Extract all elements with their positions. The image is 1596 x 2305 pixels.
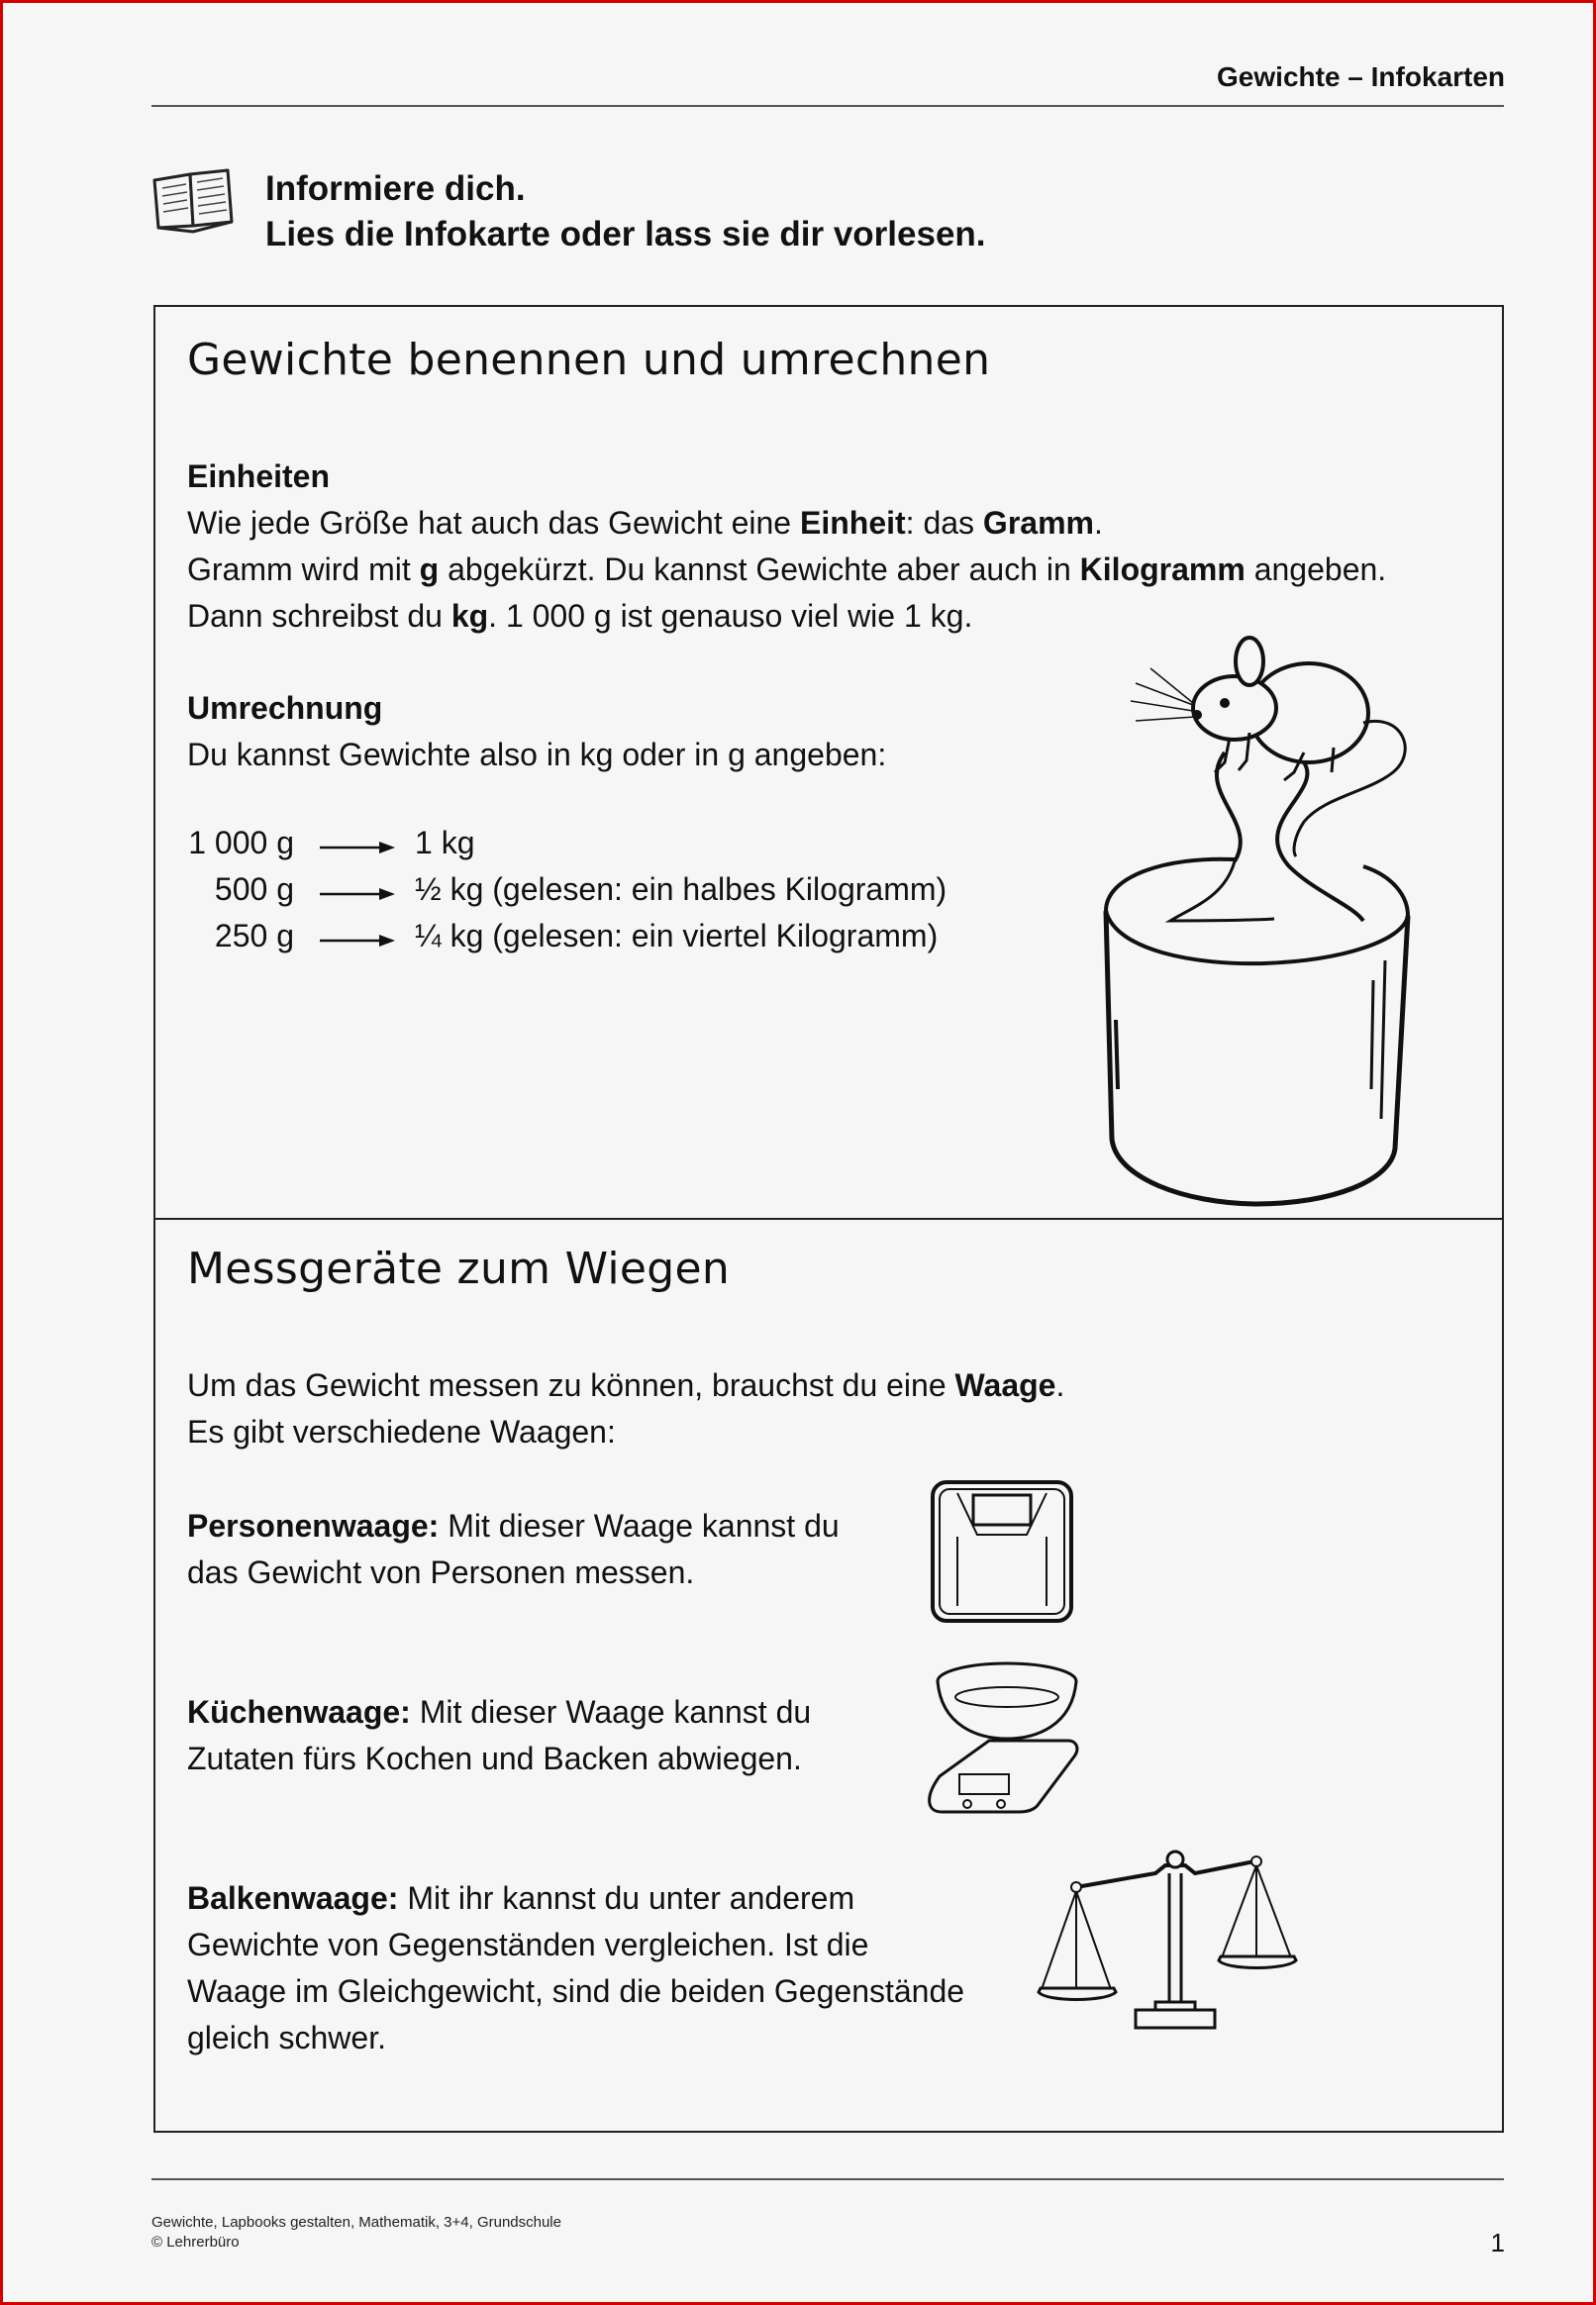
conversion-from: 1 000 g: [188, 825, 294, 860]
scale-name: Küchenwaage:: [187, 1694, 411, 1730]
footer-divider: [151, 2178, 1504, 2180]
units-line-1: Wie jede Größe hat auch das Gewicht eine Einheit: das Gramm.: [187, 505, 1103, 541]
units-section: [187, 453, 1386, 640]
arrow-right-icon: [318, 931, 397, 951]
instruction-line-2: Lies die Infokarte oder lass sie dir vorlesen.: [265, 215, 986, 253]
arrow-right-icon: [318, 838, 397, 857]
card-title-scales: Messgeräte zum Wiegen: [187, 1244, 731, 1294]
info-card-weights: [153, 305, 1504, 1220]
card-title-weights: Gewichte benennen und umrechnen: [187, 335, 991, 385]
arrow-right-icon: [318, 884, 397, 904]
mouse-on-weight-icon: [1076, 624, 1492, 1218]
units-heading: Einheiten: [187, 458, 331, 494]
units-line-3: Dann schreibst du kg. 1 000 g ist genauso viel wie 1 kg.: [187, 598, 973, 634]
conversion-section: [187, 685, 886, 778]
conversion-to: ½ kg (gelesen: ein halbes Kilogramm): [415, 871, 948, 907]
scale-item-balkenwaage: Balkenwaage: Mit ihr kannst du unter anderem Gewichte von Gegenständen vergleichen. Ist die Waage im Gleichgewicht, sind die beiden Gegenstände gleich schwer.: [187, 1880, 965, 2055]
conversion-from: 500 g: [214, 871, 294, 907]
scales-intro-line-1: Um das Gewicht messen zu können, brauchst du eine Waage.: [187, 1367, 1065, 1403]
scales-intro-line-2: Es gibt verschiedene Waagen:: [187, 1414, 616, 1450]
header-title: Gewichte – Infokarten: [1217, 61, 1505, 92]
page-number: 1: [1490, 2228, 1505, 2257]
kitchen-scale-icon: [920, 1657, 1082, 1816]
scale-item-personenwaage: Personenwaage: Mit dieser Waage kannst du das Gewicht von Personen messen.: [187, 1508, 840, 1590]
footer-source: [151, 2213, 561, 2253]
units-line-2: Gramm wird mit g abgekürzt. Du kannst Gewichte aber auch in Kilogramm angeben.: [187, 551, 1387, 587]
scale-item-kuechenwaage: Küchenwaage: Mit dieser Waage kannst du Zutaten fürs Kochen und Backen abwiegen.: [187, 1694, 812, 1776]
bathroom-scale-icon: [928, 1477, 1076, 1626]
conversion-intro: Du kannst Gewichte also in kg oder in g angeben:: [187, 737, 887, 772]
instruction-line-1: Informiere dich.: [265, 169, 526, 208]
open-book-icon: [150, 166, 236, 236]
scale-name: Balkenwaage:: [187, 1880, 399, 1916]
conversion-from: 250 g: [214, 918, 294, 953]
footer-line-1: Gewichte, Lapbooks gestalten, Mathematik, 3+4, Grundschule: [151, 2214, 561, 2231]
balance-scale-icon: [1037, 1844, 1306, 2032]
conversion-to: 1 kg: [415, 825, 475, 860]
conversion-heading: Umrechnung: [187, 690, 383, 726]
conversion-to: ¼ kg (gelesen: ein viertel Kilogramm): [415, 918, 939, 953]
header-divider: [151, 105, 1504, 107]
scales-intro: [187, 1362, 1064, 1455]
scale-name: Personenwaage:: [187, 1508, 440, 1544]
info-card-scales: [153, 1220, 1504, 2133]
footer-line-2: © Lehrerbüro: [151, 2234, 240, 2251]
